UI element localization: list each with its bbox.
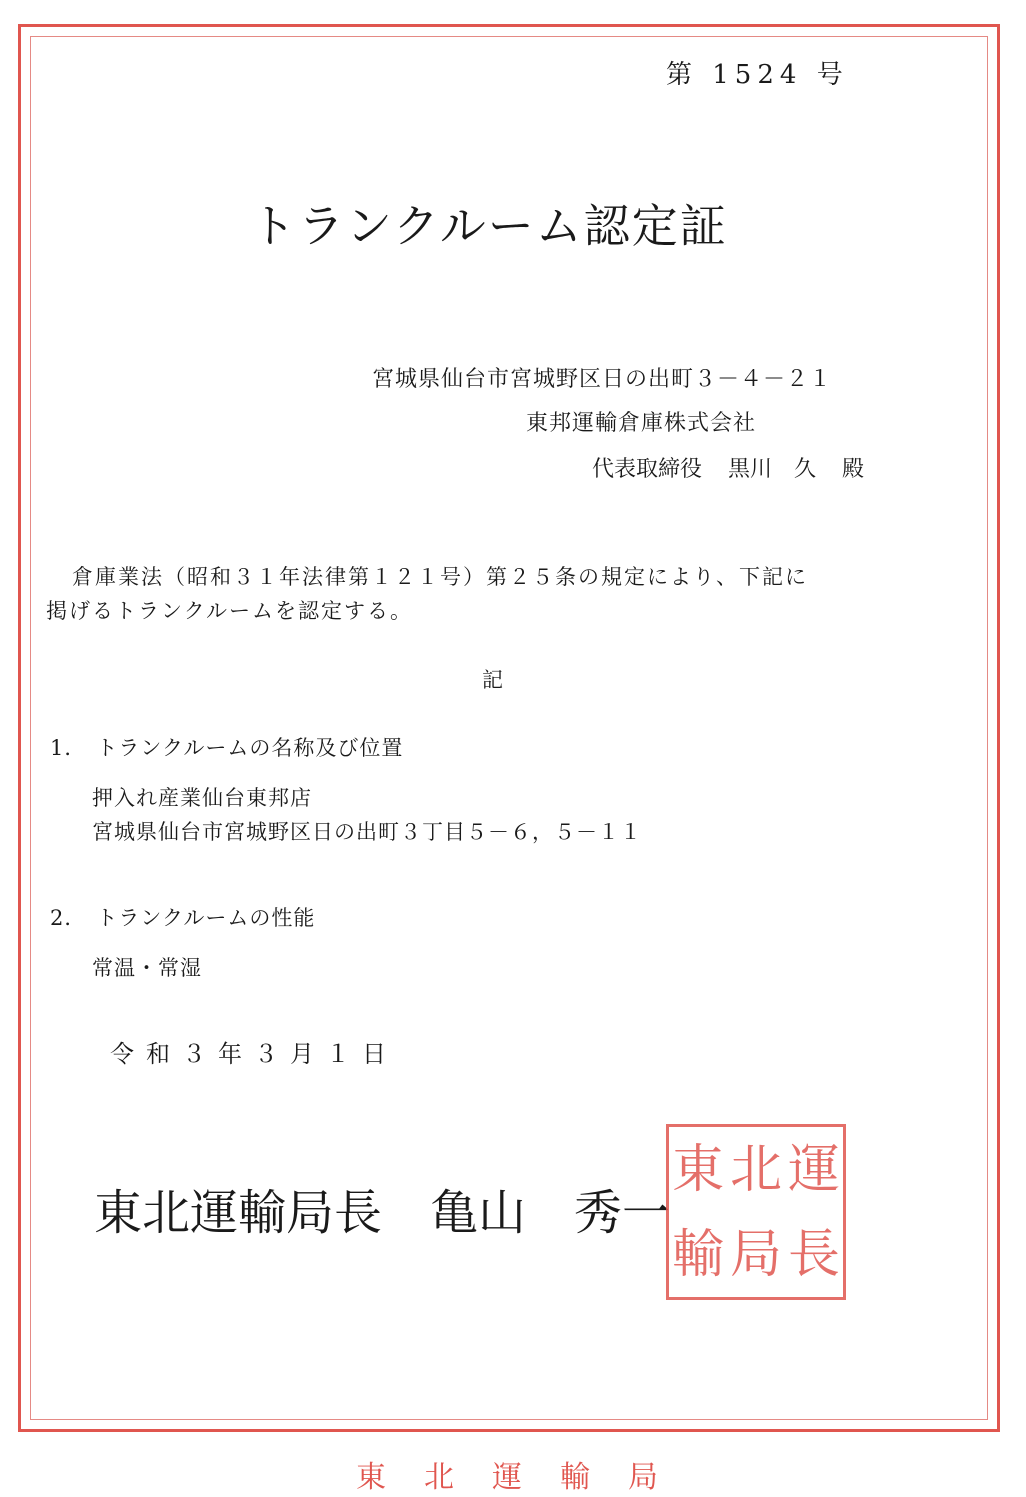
seal-char: 局 [729,1224,782,1285]
recipient-company: 東邦運輸倉庫株式会社 [526,411,757,436]
seal-char: 運 [787,1139,840,1200]
representative-title: 代表取締役 [592,457,703,482]
body-line-2: 掲げるトランクルームを認定する。 [46,599,413,623]
trunk-room-name: 押入れ産業仙台東邦店 [92,786,312,810]
section-1-heading [50,732,403,762]
body-text [46,560,946,628]
signer-title: 東北運輸局長 [94,1185,383,1241]
issue-date: 令和３年３月１日 [110,1040,398,1068]
section-2-heading [50,902,315,932]
document-title: トランクルーム認定証 [250,199,728,253]
signer-name: 亀山 秀一 [430,1185,671,1241]
section-2-number: 2． [50,906,87,930]
section-1-title: トランクルームの名称及び位置 [96,736,404,760]
ki-marker: 記 [482,668,503,692]
official-seal [666,1124,846,1300]
recipient-address: 宮城県仙台市宮城野区日の出町３－４－２１ [372,367,833,392]
section-1-number: 1． [50,736,87,760]
footer-issuer: 東北運輸局 [356,1460,696,1495]
seal-char: 輸 [671,1224,724,1285]
seal-char: 北 [729,1139,782,1200]
body-line-1: 倉庫業法（昭和３１年法律第１２１号）第２５条の規定により、下記に [72,565,808,589]
signer [94,1174,670,1243]
certificate-number: 第 1524 号 [666,60,849,90]
trunk-room-location: 宮城県仙台市宮城野区日の出町３丁目５－６，５－１１ [92,820,642,844]
section-2-title: トランクルームの性能 [96,906,316,930]
honorific: 殿 [842,457,865,482]
trunk-room-performance: 常温・常湿 [92,956,202,980]
seal-char: 東 [671,1139,724,1200]
recipient-representative [592,452,864,483]
seal-char: 長 [787,1224,840,1285]
representative-name: 黒川 久 [728,457,817,482]
